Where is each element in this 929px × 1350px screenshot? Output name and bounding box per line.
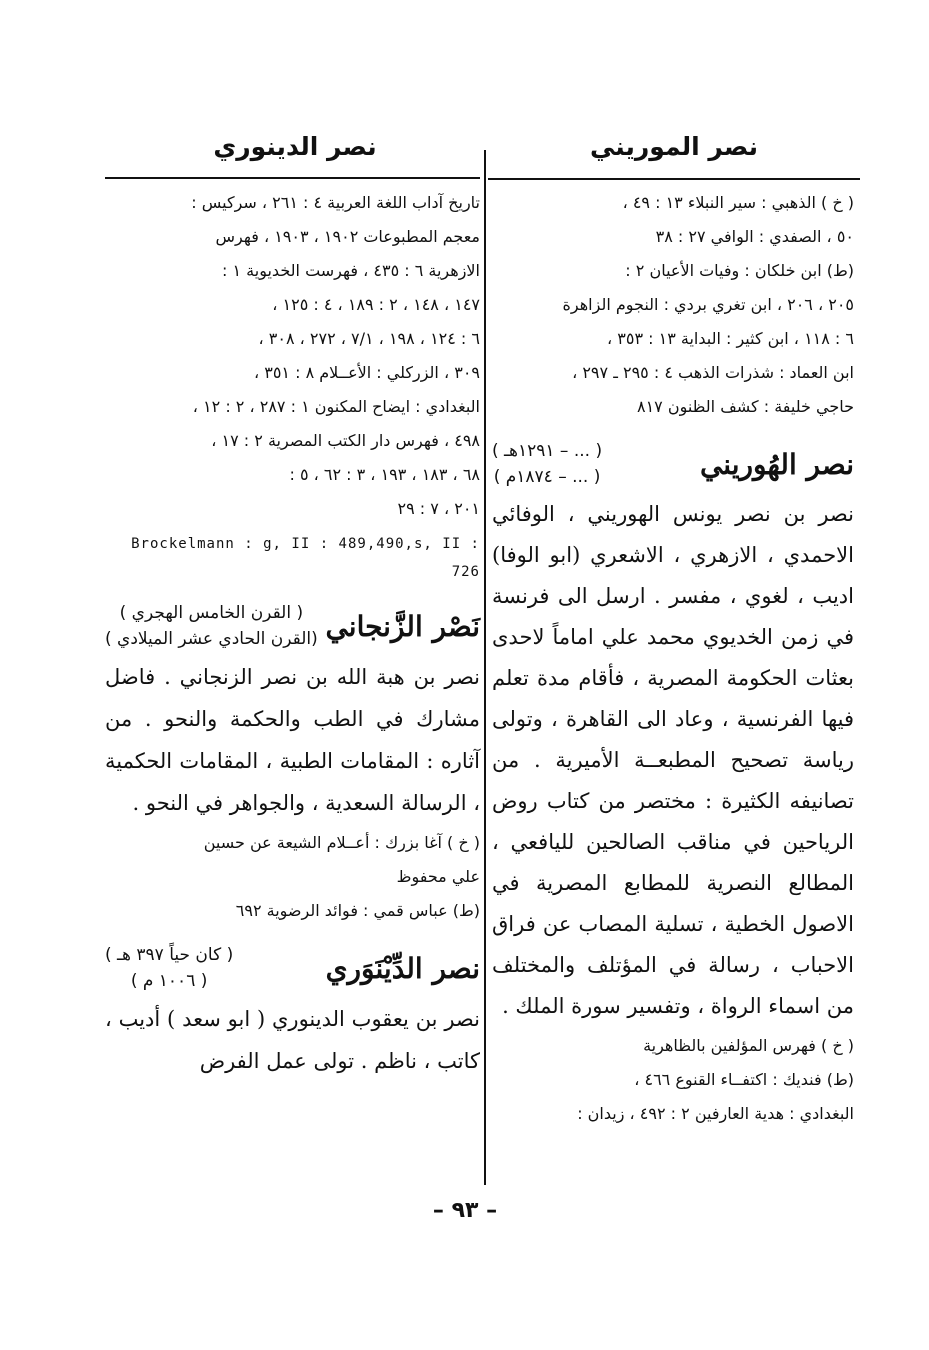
left-column	[105, 186, 480, 1082]
citation-line: ١٤٧ ، ١٤٨ ، ٢ : ١٨٩ ، ٤ : ١٢٥ ،	[272, 295, 480, 314]
entry-heading	[105, 600, 480, 652]
entry-date-hijri: ( ... – ١٢٩١هـ )	[492, 441, 603, 461]
citation-line: ابن العماد : شذرات الذهب ٤ : ٢٩٥ ـ ٢٩٧ ،	[572, 363, 854, 382]
citation-line: ٥٠ ، الصفدي : الوافي ٢٧ : ٣٨	[655, 227, 854, 246]
entry-sources	[105, 826, 480, 928]
running-header-left: نصر الدينوري	[213, 132, 377, 161]
citation-line: الازهرية ٦ : ٤٣٥ ، فهرست الخديوية ١ :	[222, 261, 480, 280]
citation-line: البغدادي : ايضاح المكنون ١ : ٢٨٧ ، ٢ : ١٢ ،	[192, 397, 480, 416]
citation-line: ٢٠٥ ، ٢٠٦ ، ابن تغري بردي : النجوم الزاهرة	[562, 295, 854, 314]
entry-heading	[492, 438, 854, 490]
entry-dates	[105, 600, 318, 652]
citation-line: معجم المطبوعات ١٩٠٢ ، ١٩٠٣ ، فهرس	[215, 227, 480, 246]
header-rule-left	[105, 177, 480, 179]
entry-dates	[105, 942, 233, 994]
citation-line: (ط) ابن خلكان : وفيات الأعيان ٢ :	[625, 261, 854, 280]
entry-date-gregorian: ( ١٠٠٦ م )	[130, 971, 208, 991]
citation-line: ٢٠١ ، ٧ : ٢٩	[397, 499, 480, 518]
source-line: (ط) فنديك : اكتفــاء القنوع ٤٦٦ ،	[634, 1070, 854, 1089]
entry-date-hijri: ( كان حياً ٣٩٧ هـ )	[105, 945, 234, 965]
latin-reference: Brockelmann : g, II : 489,490,s, II : 726	[131, 536, 480, 580]
source-line: علي محفوظ	[396, 867, 480, 886]
entry-date-gregorian: (القرن الحادي عشر الميلادي )	[105, 629, 318, 649]
entry-body: نصر بن هبة الله بن نصر الزنجاني . فاضل مشارك في الطب والحكمة والنحو . من آثاره : المقامات الطبية ، المقامات الحكمية ، الرسالة السعدية ، والجواهر في النحو .	[105, 665, 480, 815]
entry-body: نصر بن يعقوب الدينوري ( ابو سعد ) أديب ، كاتب ، ناظم . تولى عمل الفرض	[105, 1007, 480, 1073]
right-column	[492, 186, 854, 1131]
source-line: (ط) عباس قمي : فوائد الرضوية ٦٩٢	[235, 901, 480, 920]
citation-block	[492, 186, 854, 424]
entry-body: نصر بن نصر يونس الهوريني ، الوفائي الاحمدي ، الازهري ، الاشعري (ابو الوفا) اديب ، لغوي ، مفسر . ارسل الى فرنسة في زمن الخديوي محمد علي اماماً لاحدى بعثات الحكومة المصرية ، فأقام مدة تعلم فيها الفرنسية ، وعاد الى القاهرة ، وتولى رياسة تصحيح المطبعــة الأميرية . من تصانيفه الكثيرة : مختصر من كتاب روض الرياحين في مناقب الصالحين لليافعي ، المطالع النصرية للمطابع المصرية في الاصول الخطية ، تسلية المصاب عن فراق الاحباب ، رسالة في المؤتلف والمختلف من اسماء الرواة ، وتفسير سورة الملك .	[492, 502, 854, 1018]
entry-date-hijri: ( القرن الخامس الهجري )	[119, 603, 304, 623]
citation-line: ٤٩٨ ، فهرس دار الكتب المصرية ٢ : ١٧ ،	[211, 431, 480, 450]
entry-name: نَصْر الزَّنجاني	[325, 609, 480, 643]
citation-line: ٣٠٩ ، الزركلي : الأعــلام ٨ : ٣٥١ ،	[253, 363, 480, 382]
page-number: – ٩٣ –	[432, 1198, 498, 1223]
citation-line: ٦ : ١١٨ ، ابن كثير : البداية ١٣ : ٣٥٣ ،	[607, 329, 854, 348]
source-line: البغدادي : هدية العارفين ٢ : ٤٩٢ ، زيدان :	[577, 1104, 854, 1123]
entry-name: نصر الدِّيْنَوَري	[325, 951, 480, 985]
entry-sources	[492, 1029, 854, 1131]
citation-line: تاريخ آداب اللغة العربية ٤ : ٢٦١ ، سركيس :	[191, 193, 480, 212]
entry-name: نصر الهُوريني	[699, 447, 854, 481]
entry-date-gregorian: ( ... – ١٨٧٤م )	[493, 467, 601, 487]
entry-dates	[492, 438, 602, 490]
entry-heading	[105, 942, 480, 994]
citation-line: ( خ ) الذهبي : سير النبلاء ١٣ : ٤٩ ،	[622, 193, 854, 212]
citation-line: ٦ : ١٢٤ ، ١٩٨ ، ٧/١ ، ٢٧٢ ، ٣٠٨ ،	[258, 329, 480, 348]
citation-line: حاجي خليفة : كشف الظنون ٨١٧	[636, 397, 854, 416]
source-line: ( خ ) فهرس المؤلفين بالظاهرية	[643, 1036, 854, 1055]
source-line: ( خ ) آغا بزرك : أعــلام الشيعة عن حسين	[203, 833, 480, 852]
column-divider	[484, 150, 486, 1185]
running-header-right: نصر الموريني	[590, 132, 758, 161]
citation-block	[105, 186, 480, 526]
citation-line: ٦٨ ، ١٨٣ ، ١٩٣ ، ٣ : ٦٢ ، ٥ :	[289, 465, 480, 484]
header-rule-right	[488, 178, 860, 180]
